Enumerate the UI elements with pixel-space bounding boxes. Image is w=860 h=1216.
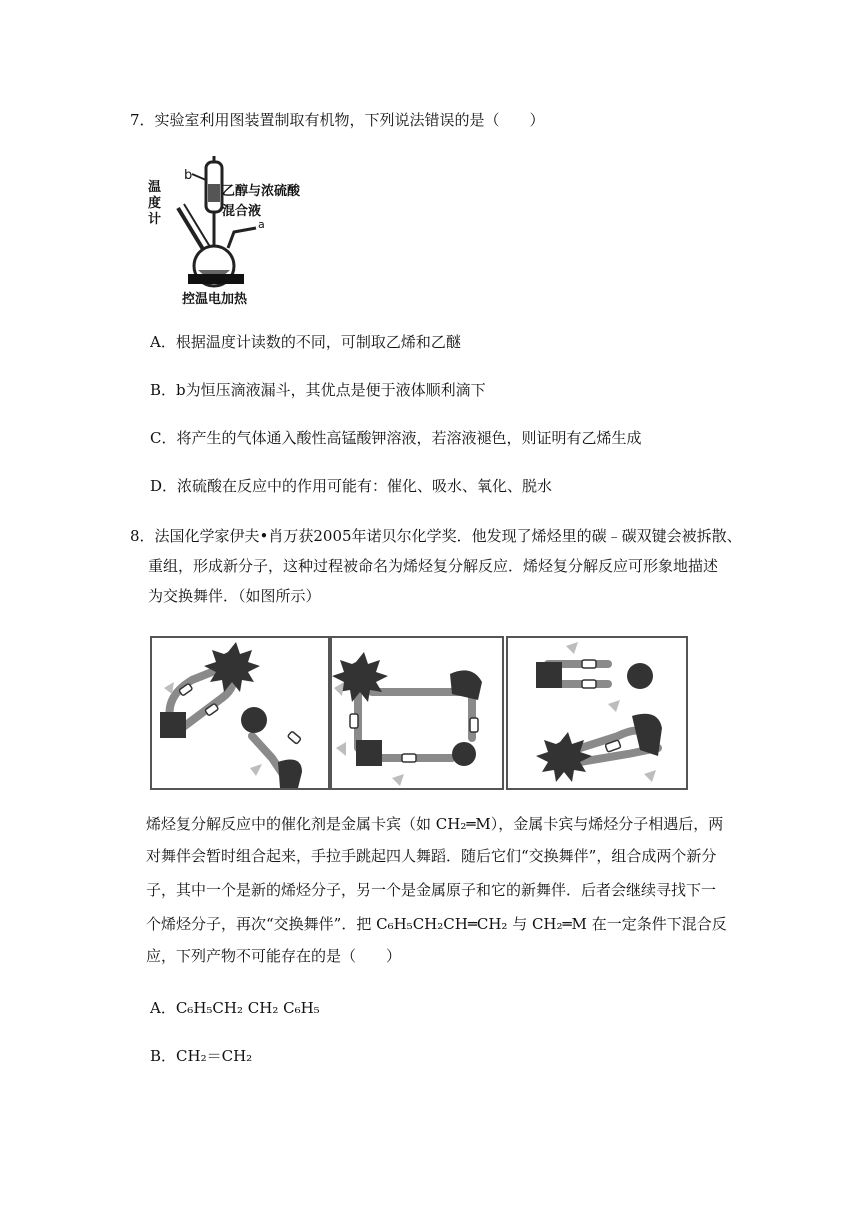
label-reagent-1: 乙醇与浓硫酸 <box>222 184 301 199</box>
square-partner <box>160 712 186 738</box>
round-partner <box>627 663 653 689</box>
label-thermometer: 温 度 计 <box>148 180 162 227</box>
figure-panel-1 <box>150 636 330 790</box>
q8-option-b: B．CH₂＝CH₂ <box>150 1047 253 1065</box>
q7-option-a: A．根据温度计读数的不同，可制取乙烯和乙醚 <box>150 333 461 351</box>
label-a: a <box>258 218 265 231</box>
question-7-stem: 7．实验室利用图装置制取有机物，下列说法错误的是（ ） <box>130 111 545 129</box>
q8-paragraph-line-3: 子，其中一个是新的烯烃分子，另一个是金属原子和它的新舞伴．后者会继续寻找下一 <box>146 881 717 899</box>
q8-paragraph-line-4: 个烯烃分子，再次“交换舞伴”．把 C₆H₅CH₂CH═CH₂ 与 CH₂═M 在一定条件下混合反 <box>146 915 727 933</box>
round-partner <box>241 707 267 733</box>
apparatus-figure <box>148 152 348 312</box>
figure-panel-2 <box>330 636 504 790</box>
q8-paragraph-line-1: 烯烃复分解反应中的催化剂是金属卡宾（如 CH₂═M），金属卡宾与烯烃分子相遇后，两 <box>146 815 724 833</box>
figure-panel-3 <box>506 636 688 790</box>
label-b: b <box>184 168 193 183</box>
square-partner <box>356 740 382 766</box>
q7-option-b: B．b为恒压滴液漏斗，其优点是便于液体顺利滴下 <box>150 381 486 399</box>
q8-paragraph-line-2: 对舞伴会暂时组合起来，手拉手跳起四人舞蹈．随后它们“交换舞伴”，组合成两个新分 <box>146 847 717 865</box>
partner-exchange-figure <box>150 636 686 790</box>
q8-stem-line-3: 为交换舞伴．（如图所示） <box>148 587 321 605</box>
q8-stem-line-1: 8．法国化学家伊夫•肖万获2005年诺贝尔化学奖．他发现了烯烃里的碳﹣碳双键会被拆散、 <box>130 527 742 545</box>
round-partner <box>452 742 476 766</box>
label-heater: 控温电加热 <box>182 292 248 307</box>
q7-option-c: C．将产生的气体通入酸性高锰酸钾溶液，若溶液褪色，则证明有乙烯生成 <box>150 429 642 447</box>
q8-option-a: A．C₆H₅CH₂ CH₂ C₆H₅ <box>150 999 320 1017</box>
label-reagent-2: 混合液 <box>222 204 262 219</box>
q7-option-d: D．浓硫酸在反应中的作用可能有：催化、吸水、氧化、脱水 <box>150 477 553 495</box>
q8-paragraph-line-5: 应，下列产物不可能存在的是（ ） <box>146 947 402 965</box>
square-partner <box>536 662 562 688</box>
carbene-star-shape <box>536 732 592 782</box>
apparatus-drawing <box>148 152 348 312</box>
q8-stem-line-2: 重组，形成新分子，这种过程被命名为烯烃复分解反应．烯烃复分解反应可形象地描述 <box>148 557 719 575</box>
